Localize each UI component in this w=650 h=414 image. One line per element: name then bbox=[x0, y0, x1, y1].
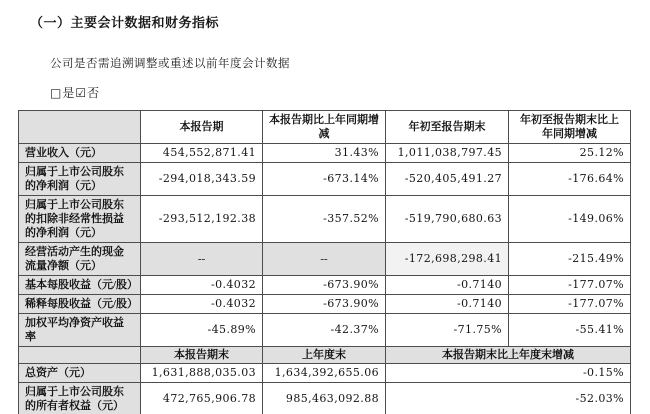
table-row-shareholders-equity bbox=[19, 383, 631, 414]
table-row-net-profit-excl-nonrecurring bbox=[19, 196, 631, 243]
cell-value: 472,765,906.78 bbox=[141, 383, 263, 414]
header-empty-cell bbox=[19, 111, 141, 144]
cell-value: 25.12% bbox=[509, 144, 631, 163]
table-row-weighted-avg-roe bbox=[19, 314, 631, 347]
checkbox-yes-box-icon: □ bbox=[50, 86, 63, 100]
cell-value: 1,634,392,655.06 bbox=[263, 364, 386, 383]
cell-value: 1,631,888,035.03 bbox=[141, 364, 263, 383]
checkbox-yes-label: 是 bbox=[62, 86, 76, 100]
cell-value: -177.07% bbox=[509, 295, 631, 314]
cell-value: -673.90% bbox=[263, 276, 386, 295]
cell-value: -42.37% bbox=[263, 314, 386, 347]
cell-value: -0.7140 bbox=[386, 295, 509, 314]
col-header-prev-year-end: 上年度末 bbox=[263, 347, 386, 364]
row-label: 归属于上市公司股东的净利润（元） bbox=[19, 163, 141, 196]
cell-value: -55.41% bbox=[509, 314, 631, 347]
cell-value: -294,018,343.59 bbox=[141, 163, 263, 196]
cell-value: -215.49% bbox=[509, 243, 631, 276]
row-label: 基本每股收益（元/股） bbox=[19, 276, 141, 295]
cell-value: -519,790,680.63 bbox=[386, 196, 509, 243]
row-label: 总资产（元） bbox=[19, 364, 141, 383]
col-header-current-period-yoy: 本报告期比上年同期增减 bbox=[263, 111, 386, 144]
cell-value: -0.15% bbox=[386, 364, 631, 383]
col-header-ytd: 年初至报告期末 bbox=[386, 111, 509, 144]
row-label: 加权平均净资产收益率 bbox=[19, 314, 141, 347]
cell-value: -177.07% bbox=[509, 276, 631, 295]
table-row-operating-cash-flow bbox=[19, 243, 631, 276]
restatement-answer-line bbox=[50, 84, 650, 101]
table-header-row-1 bbox=[19, 111, 631, 144]
table-header-row-2 bbox=[19, 347, 631, 364]
row-label: 归属于上市公司股东的所有者权益（元） bbox=[19, 383, 141, 414]
cell-value: -673.90% bbox=[263, 295, 386, 314]
row-label: 归属于上市公司股东的扣除非经常性损益的净利润（元） bbox=[19, 196, 141, 243]
cell-value: -45.89% bbox=[141, 314, 263, 347]
col-header-ytd-yoy: 年初至报告期末比上年同期增减 bbox=[509, 111, 631, 144]
row-label: 稀释每股收益（元/股） bbox=[19, 295, 141, 314]
cell-value: -- bbox=[141, 243, 263, 276]
col-header-period-end-change: 本报告期末比上年度末增减 bbox=[386, 347, 631, 364]
col-header-current-period: 本报告期 bbox=[141, 111, 263, 144]
cell-value: -673.14% bbox=[263, 163, 386, 196]
cell-value: -172,698,298.41 bbox=[386, 243, 509, 276]
cell-value: -71.75% bbox=[386, 314, 509, 347]
row-label: 营业收入（元） bbox=[19, 144, 141, 163]
cell-value: -357.52% bbox=[263, 196, 386, 243]
cell-value: -0.7140 bbox=[386, 276, 509, 295]
header-empty-cell bbox=[19, 347, 141, 364]
cell-value: -176.64% bbox=[509, 163, 631, 196]
checkbox-no-box-icon: ☑ bbox=[75, 86, 88, 100]
cell-value: 1,011,038,797.45 bbox=[386, 144, 509, 163]
table-row-net-profit bbox=[19, 163, 631, 196]
cell-value: 985,463,092.88 bbox=[263, 383, 386, 414]
restatement-question: 公司是否需追溯调整或重述以前年度会计数据 bbox=[50, 58, 290, 70]
key-financials-table bbox=[18, 110, 631, 414]
table-row-diluted-eps bbox=[19, 295, 631, 314]
cell-value: -- bbox=[263, 243, 386, 276]
cell-value: -0.4032 bbox=[141, 295, 263, 314]
checkbox-yes bbox=[50, 86, 75, 100]
table-row-basic-eps bbox=[19, 276, 631, 295]
table-row-revenue bbox=[19, 144, 631, 163]
section-heading: （一）主要会计数据和财务指标 bbox=[30, 15, 220, 30]
cell-value: -0.4032 bbox=[141, 276, 263, 295]
col-header-period-end: 本报告期末 bbox=[141, 347, 263, 364]
cell-value: -149.06% bbox=[509, 196, 631, 243]
checkbox-no-label: 否 bbox=[87, 86, 101, 100]
cell-value: -520,405,491.27 bbox=[386, 163, 509, 196]
row-label: 经营活动产生的现金流量净额（元） bbox=[19, 243, 141, 276]
checkbox-no bbox=[75, 86, 100, 100]
cell-value: -293,512,192.38 bbox=[141, 196, 263, 243]
cell-value: 31.43% bbox=[263, 144, 386, 163]
table-row-total-assets bbox=[19, 364, 631, 383]
cell-value: -52.03% bbox=[386, 383, 631, 414]
cell-value: 454,552,871.41 bbox=[141, 144, 263, 163]
